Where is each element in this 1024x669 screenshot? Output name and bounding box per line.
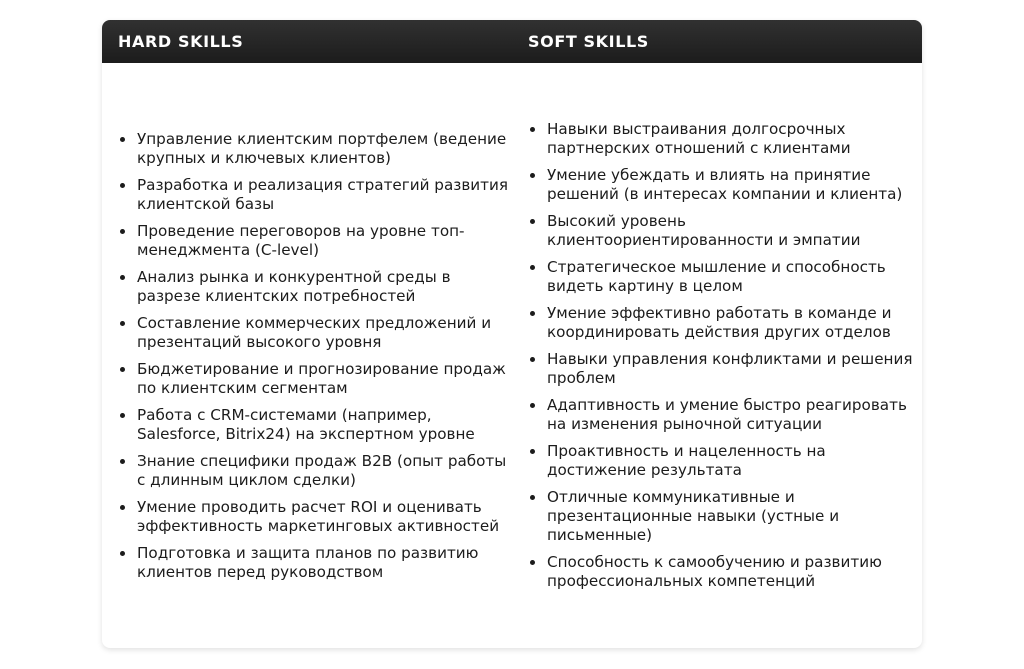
hard-skills-heading: HARD SKILLS [118, 32, 244, 51]
hard-skills-list [118, 130, 508, 582]
list-item: Умение убеждать и влиять на принятие решений (в интересах компании и клиента) [528, 166, 914, 204]
list-item: Проактивность и нацеленность на достижение результата [528, 442, 914, 480]
list-item: Знание специфики продаж B2B (опыт работы с длинным циклом сделки) [118, 452, 508, 490]
soft-skills-list [528, 120, 914, 591]
list-item: Адаптивность и умение быстро реагировать на изменения рыночной ситуации [528, 396, 914, 434]
soft-skills-column [528, 63, 914, 648]
list-item: Навыки выстраивания долгосрочных партнерских отношений с клиентами [528, 120, 914, 158]
list-item: Составление коммерческих предложений и презентаций высокого уровня [118, 314, 508, 352]
list-item: Способность к самообучению и развитию профессиональных компетенций [528, 553, 914, 591]
table-header [102, 20, 922, 63]
list-item: Управление клиентским портфелем (ведение крупных и ключевых клиентов) [118, 130, 508, 168]
skills-card [102, 20, 922, 648]
list-item: Высокий уровень клиентоориентированности и эмпатии [528, 212, 914, 250]
list-item: Умение проводить расчет ROI и оценивать эффективность маркетинговых активностей [118, 498, 508, 536]
soft-skills-heading: SOFT SKILLS [528, 32, 649, 51]
list-item: Проведение переговоров на уровне топ-менеджмента (C-level) [118, 222, 508, 260]
list-item: Анализ рынка и конкурентной среды в разрезе клиентских потребностей [118, 268, 508, 306]
hard-skills-column [118, 63, 508, 648]
list-item: Работа с CRM-системами (например, Salesforce, Bitrix24) на экспертном уровне [118, 406, 508, 444]
list-item: Отличные коммуникативные и презентационные навыки (устные и письменные) [528, 488, 914, 545]
list-item: Подготовка и защита планов по развитию клиентов перед руководством [118, 544, 508, 582]
list-item: Умение эффективно работать в команде и координировать действия других отделов [528, 304, 914, 342]
table-body [102, 63, 922, 648]
list-item: Стратегическое мышление и способность видеть картину в целом [528, 258, 914, 296]
list-item: Бюджетирование и прогнозирование продаж по клиентским сегментам [118, 360, 508, 398]
list-item: Навыки управления конфликтами и решения проблем [528, 350, 914, 388]
list-item: Разработка и реализация стратегий развития клиентской базы [118, 176, 508, 214]
